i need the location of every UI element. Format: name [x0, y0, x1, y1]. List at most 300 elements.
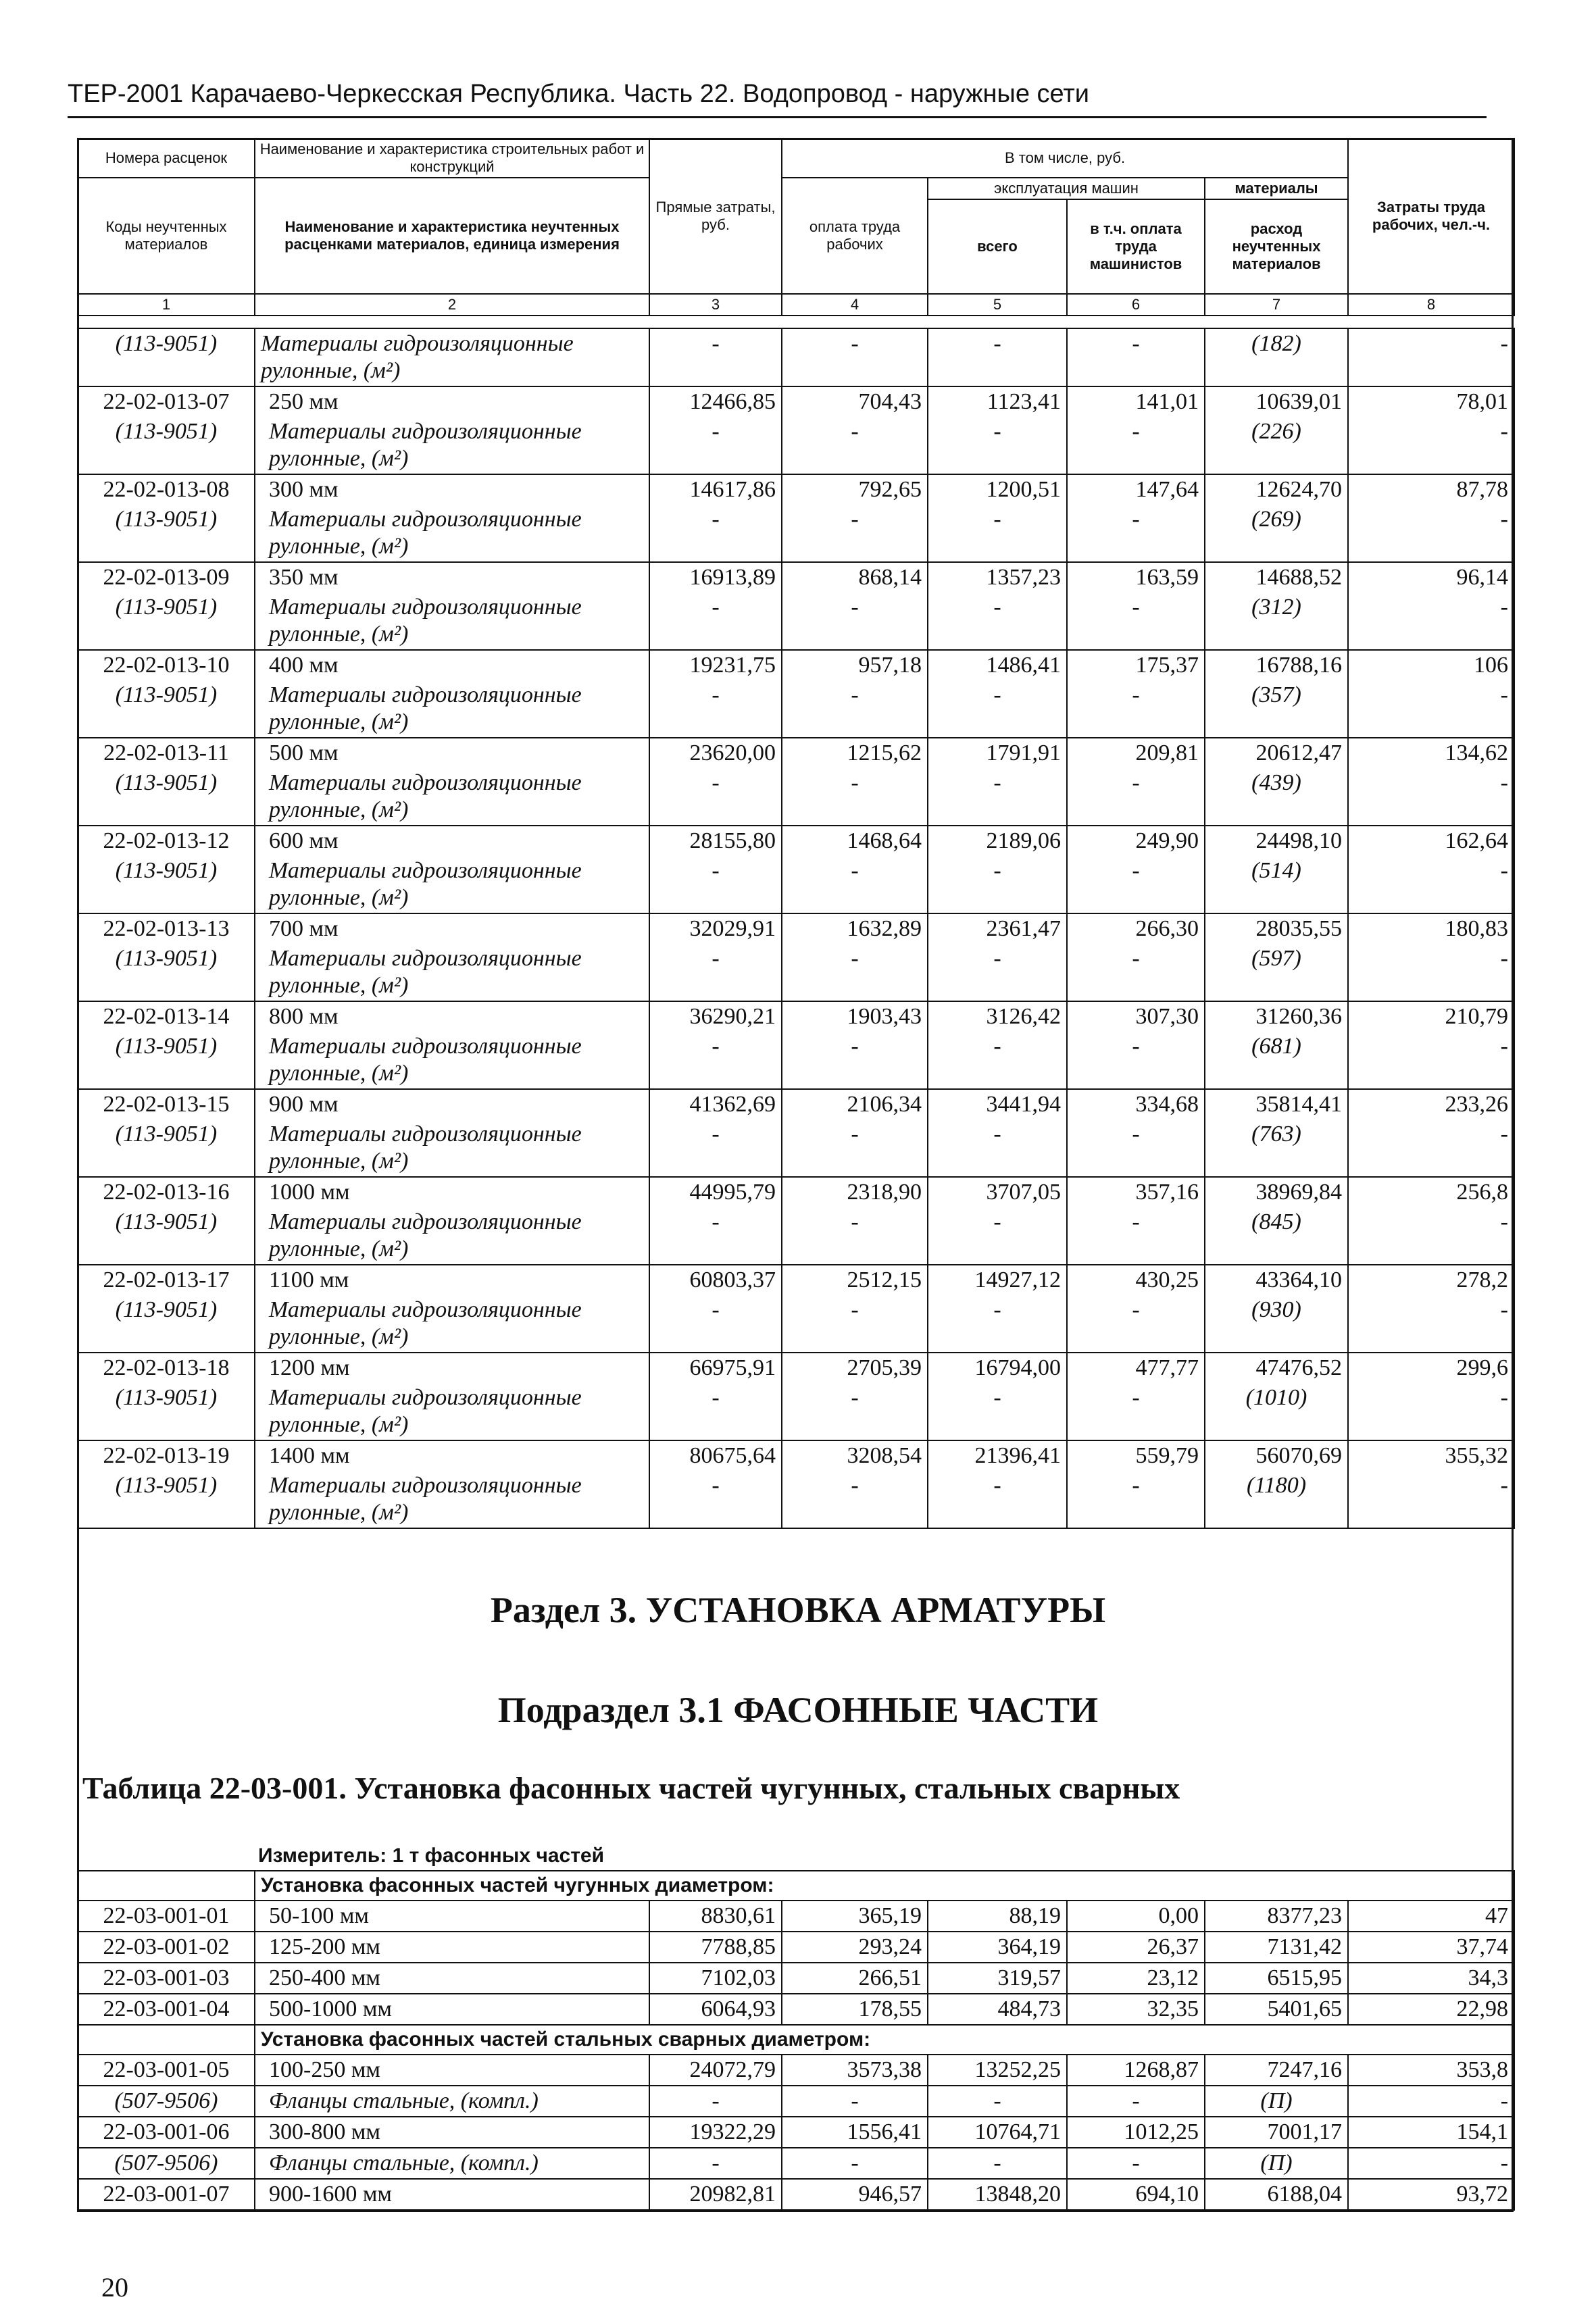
rate-code: 22-03-001-01 — [78, 1901, 255, 1932]
table-subrow — [78, 1120, 1514, 1177]
machinists-dash: - — [1067, 417, 1205, 474]
machines-total: 1123,41 — [928, 386, 1067, 417]
materials-cost: 20612,47 — [1205, 738, 1348, 768]
col-num-4: 4 — [782, 294, 928, 316]
rate-code: 22-02-013-15 — [78, 1089, 255, 1120]
table-row — [78, 1353, 1514, 1383]
material-code: (113-9051) — [78, 593, 255, 650]
direct-dash: - — [649, 2148, 782, 2179]
table-subrow — [78, 856, 1514, 913]
table-subrow — [78, 768, 1514, 826]
machinists-pay: 23,12 — [1067, 1963, 1205, 1994]
machinists-pay: 32,35 — [1067, 1994, 1205, 2025]
direct-dash: - — [649, 1383, 782, 1440]
machines-total: 10764,71 — [928, 2117, 1067, 2148]
labor-dash: - — [782, 2148, 928, 2179]
material-name: Фланцы стальные, (компл.) — [255, 2086, 649, 2117]
materials-usage: (930) — [1205, 1295, 1348, 1353]
material-code: (113-9051) — [78, 505, 255, 562]
machines-dash: - — [928, 680, 1067, 738]
machinists-dash: - — [1067, 944, 1205, 1001]
machinists-pay: - — [1067, 328, 1205, 386]
direct-costs: 23620,00 — [649, 738, 782, 768]
materials-cost: 7131,42 — [1205, 1932, 1348, 1963]
hdr-labor-costs: Затраты труда рабочих, чел.-ч. — [1348, 139, 1514, 294]
rate-name: 700 мм — [255, 913, 649, 944]
machinists-pay: 430,25 — [1067, 1265, 1205, 1295]
material-name: Материалы гидроизоляционные рулонные, (м²) — [255, 768, 649, 826]
labor-pay: 178,55 — [782, 1994, 928, 2025]
hours-dash: - — [1348, 1383, 1514, 1440]
direct-dash: - — [649, 505, 782, 562]
rate-code: 22-02-013-17 — [78, 1265, 255, 1295]
hours-dash: - — [1348, 1032, 1514, 1089]
labor-hours: 162,64 — [1348, 826, 1514, 856]
table-subrow — [78, 680, 1514, 738]
direct-costs: 60803,37 — [649, 1265, 782, 1295]
hdr-direct-costs: Прямые затраты, руб. — [649, 139, 782, 294]
group-row-steel — [78, 2025, 1514, 2055]
labor-pay: 2318,90 — [782, 1177, 928, 1207]
labor-hours: 87,78 — [1348, 474, 1514, 505]
table-header — [77, 138, 1515, 316]
machinists-pay: 209,81 — [1067, 738, 1205, 768]
labor-hours: 355,32 — [1348, 1440, 1514, 1471]
materials-usage: (681) — [1205, 1032, 1348, 1089]
materials-usage: (597) — [1205, 944, 1348, 1001]
labor-hours: 278,2 — [1348, 1265, 1514, 1295]
material-name: Материалы гидроизоляционные рулонные, (м²) — [255, 1383, 649, 1440]
machines-total: 484,73 — [928, 1994, 1067, 2025]
table-row — [78, 1963, 1514, 1994]
direct-costs: 7102,03 — [649, 1963, 782, 1994]
materials-cost: 56070,69 — [1205, 1440, 1348, 1471]
material-name: Фланцы стальные, (компл.) — [255, 2148, 649, 2179]
labor-hours: 47 — [1348, 1901, 1514, 1932]
fittings-table — [77, 1870, 1515, 2211]
hours-dash: - — [1348, 856, 1514, 913]
machines-dash: - — [928, 505, 1067, 562]
direct-costs: 20982,81 — [649, 2179, 782, 2210]
machinists-pay: 357,16 — [1067, 1177, 1205, 1207]
machinists-dash: - — [1067, 768, 1205, 826]
direct-costs: 44995,79 — [649, 1177, 782, 1207]
rate-name: 350 мм — [255, 562, 649, 593]
material-code: (113-9051) — [78, 1471, 255, 1528]
rate-code: 22-02-013-14 — [78, 1001, 255, 1032]
machines-dash: - — [928, 768, 1067, 826]
materials-cost: 28035,55 — [1205, 913, 1348, 944]
labor-hours: 154,1 — [1348, 2117, 1514, 2148]
direct-dash: - — [649, 680, 782, 738]
table-row — [78, 2179, 1514, 2210]
rate-code: 22-02-013-07 — [78, 386, 255, 417]
labor-pay: 1903,43 — [782, 1001, 928, 1032]
labor-pay: 1632,89 — [782, 913, 928, 944]
direct-dash: - — [649, 1207, 782, 1265]
table-row — [78, 328, 1514, 386]
machines-dash: - — [928, 856, 1067, 913]
direct-costs: - — [649, 328, 782, 386]
materials-cost: 35814,41 — [1205, 1089, 1348, 1120]
material-code: (113-9051) — [78, 768, 255, 826]
machinists-pay: 307,30 — [1067, 1001, 1205, 1032]
machinists-dash: - — [1067, 680, 1205, 738]
material-code: (113-9051) — [78, 328, 255, 386]
machines-total: 1200,51 — [928, 474, 1067, 505]
hours-dash: - — [1348, 768, 1514, 826]
rate-name: 600 мм — [255, 826, 649, 856]
table-row — [78, 1177, 1514, 1207]
section-title: Раздел 3. УСТАНОВКА АРМАТУРЫ — [490, 1590, 1106, 1630]
labor-dash: - — [782, 593, 928, 650]
machines-total: 13252,25 — [928, 2055, 1067, 2086]
labor-pay: 2705,39 — [782, 1353, 928, 1383]
table-subrow — [78, 1207, 1514, 1265]
labor-hours: 180,83 — [1348, 913, 1514, 944]
rate-name: 900 мм — [255, 1089, 649, 1120]
materials-cost: 7001,17 — [1205, 2117, 1348, 2148]
hdr-materials-usage: расход неучтенных материалов — [1205, 199, 1348, 294]
labor-hours: 353,8 — [1348, 2055, 1514, 2086]
labor-hours: - — [1348, 328, 1514, 386]
hdr-name-works: Наименование и характеристика строительных работ и конструкций — [255, 139, 649, 178]
direct-costs: 28155,80 — [649, 826, 782, 856]
materials-cost: 14688,52 — [1205, 562, 1348, 593]
hours-dash: - — [1348, 1295, 1514, 1353]
machines-dash: - — [928, 1295, 1067, 1353]
measure-unit: Измеритель: 1 т фасонных частей — [258, 1844, 605, 1867]
materials-usage: (763) — [1205, 1120, 1348, 1177]
hdr-rates-numbers: Номера расценок — [78, 139, 255, 178]
machines-total: 2189,06 — [928, 826, 1067, 856]
hdr-name-materials: Наименование и характеристика неучтенных расценками материалов, единица измерения — [255, 178, 649, 294]
machinists-dash: - — [1067, 2148, 1205, 2179]
table-row — [78, 2055, 1514, 2086]
machinists-dash: - — [1067, 1032, 1205, 1089]
material-name: Материалы гидроизоляционные рулонные, (м²) — [255, 593, 649, 650]
rate-code: 22-02-013-18 — [78, 1353, 255, 1383]
machines-total: 3126,42 — [928, 1001, 1067, 1032]
table-subrow — [78, 505, 1514, 562]
material-name: Материалы гидроизоляционные рулонные, (м²) — [255, 680, 649, 738]
hours-dash: - — [1348, 417, 1514, 474]
table-subrow — [78, 1471, 1514, 1528]
material-name: Материалы гидроизоляционные рулонные, (м²) — [255, 944, 649, 1001]
machinists-dash: - — [1067, 1120, 1205, 1177]
labor-pay: 704,43 — [782, 386, 928, 417]
group-label: Установка фасонных частей стальных сварных диаметром: — [255, 2025, 1514, 2055]
labor-dash: - — [782, 1383, 928, 1440]
rate-code: 22-03-001-02 — [78, 1932, 255, 1963]
direct-costs: 6064,93 — [649, 1994, 782, 2025]
machines-total: 319,57 — [928, 1963, 1067, 1994]
labor-hours: 134,62 — [1348, 738, 1514, 768]
table-row — [78, 913, 1514, 944]
labor-hours: 299,6 — [1348, 1353, 1514, 1383]
machines-total: 364,19 — [928, 1932, 1067, 1963]
materials-cost: 12624,70 — [1205, 474, 1348, 505]
col-num-7: 7 — [1205, 294, 1348, 316]
hdr-total: всего — [928, 199, 1067, 294]
labor-pay: 293,24 — [782, 1932, 928, 1963]
rate-name: 500 мм — [255, 738, 649, 768]
labor-dash: - — [782, 856, 928, 913]
direct-dash: - — [649, 1295, 782, 1353]
machines-dash: - — [928, 1471, 1067, 1528]
material-code: (113-9051) — [78, 856, 255, 913]
machines-dash: - — [928, 2148, 1067, 2179]
machinists-dash: - — [1067, 1207, 1205, 1265]
material-code: (507-9506) — [78, 2086, 255, 2117]
materials-cost: 10639,01 — [1205, 386, 1348, 417]
material-code: (113-9051) — [78, 1207, 255, 1265]
direct-costs: 16913,89 — [649, 562, 782, 593]
machinists-dash: - — [1067, 593, 1205, 650]
direct-costs: 12466,85 — [649, 386, 782, 417]
labor-pay: 957,18 — [782, 650, 928, 680]
labor-hours: 210,79 — [1348, 1001, 1514, 1032]
hours-dash: - — [1348, 2086, 1514, 2117]
table-row — [78, 1440, 1514, 1471]
rate-name: 1200 мм — [255, 1353, 649, 1383]
table-row — [78, 474, 1514, 505]
table-row — [78, 1089, 1514, 1120]
rate-name: 1400 мм — [255, 1440, 649, 1471]
material-name: Материалы гидроизоляционные рулонные, (м²) — [255, 505, 649, 562]
group-row-cast-iron — [78, 1871, 1514, 1901]
labor-dash: - — [782, 1207, 928, 1265]
labor-pay: 365,19 — [782, 1901, 928, 1932]
hours-dash: - — [1348, 2148, 1514, 2179]
machinists-pay: 141,01 — [1067, 386, 1205, 417]
table-subrow — [78, 1295, 1514, 1353]
material-code: (113-9051) — [78, 1295, 255, 1353]
direct-costs: 41362,69 — [649, 1089, 782, 1120]
machinists-dash: - — [1067, 505, 1205, 562]
direct-dash: - — [649, 1120, 782, 1177]
material-code: (113-9051) — [78, 944, 255, 1001]
hdr-codes: Коды неучтенных материалов — [78, 178, 255, 294]
machinists-pay: 1268,87 — [1067, 2055, 1205, 2086]
material-code: (113-9051) — [78, 1383, 255, 1440]
machines-total: 3707,05 — [928, 1177, 1067, 1207]
labor-hours: 22,98 — [1348, 1994, 1514, 2025]
table-row — [78, 650, 1514, 680]
materials-cost: 7247,16 — [1205, 2055, 1348, 2086]
col-num-3: 3 — [649, 294, 782, 316]
rate-code: 22-03-001-07 — [78, 2179, 255, 2210]
materials-cost: 24498,10 — [1205, 826, 1348, 856]
material-name: Материалы гидроизоляционные рулонные, (м²) — [255, 1295, 649, 1353]
machines-dash: - — [928, 1207, 1067, 1265]
labor-hours: 96,14 — [1348, 562, 1514, 593]
rate-name: 900-1600 мм — [255, 2179, 649, 2210]
labor-dash: - — [782, 944, 928, 1001]
labor-dash: - — [782, 1032, 928, 1089]
material-name: Материалы гидроизоляционные рулонные, (м²) — [255, 1471, 649, 1528]
table-subrow — [78, 1032, 1514, 1089]
direct-costs: 7788,85 — [649, 1932, 782, 1963]
labor-dash: - — [782, 1120, 928, 1177]
machinists-pay: 266,30 — [1067, 913, 1205, 944]
labor-pay: 3573,38 — [782, 2055, 928, 2086]
materials-cost: 8377,23 — [1205, 1901, 1348, 1932]
materials-cost: 38969,84 — [1205, 1177, 1348, 1207]
machinists-dash: - — [1067, 1383, 1205, 1440]
labor-pay: 2512,15 — [782, 1265, 928, 1295]
labor-pay: 868,14 — [782, 562, 928, 593]
table-row — [78, 738, 1514, 768]
table-subrow — [78, 417, 1514, 474]
table-row — [78, 826, 1514, 856]
labor-dash: - — [782, 505, 928, 562]
materials-usage: (182) — [1205, 328, 1348, 386]
labor-hours: 78,01 — [1348, 386, 1514, 417]
rate-name: 1100 мм — [255, 1265, 649, 1295]
materials-usage: (226) — [1205, 417, 1348, 474]
hours-dash: - — [1348, 1471, 1514, 1528]
machines-dash: - — [928, 1120, 1067, 1177]
rate-code: 22-02-013-12 — [78, 826, 255, 856]
machinists-pay: 559,79 — [1067, 1440, 1205, 1471]
direct-costs: 19322,29 — [649, 2117, 782, 2148]
machines-total: - — [928, 328, 1067, 386]
machines-total: 21396,41 — [928, 1440, 1067, 1471]
table-subrow — [78, 2148, 1514, 2179]
machines-total: 13848,20 — [928, 2179, 1067, 2210]
col-num-2: 2 — [255, 294, 649, 316]
rate-code: 22-03-001-05 — [78, 2055, 255, 2086]
direct-dash: - — [649, 593, 782, 650]
rate-code: 22-02-013-19 — [78, 1440, 255, 1471]
machines-total: 1486,41 — [928, 650, 1067, 680]
material-code: (113-9051) — [78, 417, 255, 474]
materials-usage: (514) — [1205, 856, 1348, 913]
machinists-pay: 163,59 — [1067, 562, 1205, 593]
machinists-dash: - — [1067, 856, 1205, 913]
labor-hours: 37,74 — [1348, 1932, 1514, 1963]
direct-costs: 24072,79 — [649, 2055, 782, 2086]
labor-dash: - — [782, 768, 928, 826]
table-row — [78, 1932, 1514, 1963]
machines-dash: - — [928, 593, 1067, 650]
material-code: (113-9051) — [78, 1120, 255, 1177]
material-name: Материалы гидроизоляционные рулонные, (м²) — [255, 328, 649, 386]
materials-cost: 16788,16 — [1205, 650, 1348, 680]
direct-costs: 14617,86 — [649, 474, 782, 505]
col-num-1: 1 — [78, 294, 255, 316]
machinists-dash: - — [1067, 1295, 1205, 1353]
table-subrow — [78, 593, 1514, 650]
table-row — [78, 386, 1514, 417]
machinists-dash: - — [1067, 1471, 1205, 1528]
machines-dash: - — [928, 2086, 1067, 2117]
hdr-machine-operation: эксплуатация машин — [928, 178, 1205, 199]
labor-dash: - — [782, 417, 928, 474]
table-row — [78, 1994, 1514, 2025]
materials-usage: (357) — [1205, 680, 1348, 738]
material-name: Материалы гидроизоляционные рулонные, (м²) — [255, 1120, 649, 1177]
table-title: Таблица 22-03-001. Установка фасонных частей чугунных, стальных сварных — [82, 1771, 1180, 1805]
table-subrow — [78, 1383, 1514, 1440]
machinists-pay: 147,64 — [1067, 474, 1205, 505]
direct-costs: 66975,91 — [649, 1353, 782, 1383]
rate-code: 22-02-013-09 — [78, 562, 255, 593]
rate-name: 400 мм — [255, 650, 649, 680]
machinists-pay: 26,37 — [1067, 1932, 1205, 1963]
materials-usage: (1010) — [1205, 1383, 1348, 1440]
col-num-5: 5 — [928, 294, 1067, 316]
group-spacer — [78, 2025, 255, 2055]
machines-dash: - — [928, 1383, 1067, 1440]
rate-code: 22-02-013-16 — [78, 1177, 255, 1207]
hours-dash: - — [1348, 680, 1514, 738]
hours-dash: - — [1348, 505, 1514, 562]
hdr-incl-machinists: в т.ч. оплата труда машинистов — [1067, 199, 1205, 294]
materials-cost: 6188,04 — [1205, 2179, 1348, 2210]
rate-name: 1000 мм — [255, 1177, 649, 1207]
labor-dash: - — [782, 1471, 928, 1528]
machinists-dash: - — [1067, 2086, 1205, 2117]
machines-total: 2361,47 — [928, 913, 1067, 944]
material-code: (507-9506) — [78, 2148, 255, 2179]
labor-pay: 1468,64 — [782, 826, 928, 856]
material-name: Материалы гидроизоляционные рулонные, (м²) — [255, 1032, 649, 1089]
machines-total: 3441,94 — [928, 1089, 1067, 1120]
table-row — [78, 1265, 1514, 1295]
materials-usage: (П) — [1205, 2148, 1348, 2179]
machinists-pay: 477,77 — [1067, 1353, 1205, 1383]
direct-dash: - — [649, 417, 782, 474]
page-header: ТЕР-2001 Карачаево-Черкесская Республика. Часть 22. Водопровод - наружные сети — [68, 80, 1090, 108]
materials-usage: (1180) — [1205, 1471, 1348, 1528]
material-code: (113-9051) — [78, 1032, 255, 1089]
table-row — [78, 1901, 1514, 1932]
rate-code: 22-02-013-13 — [78, 913, 255, 944]
materials-usage: (439) — [1205, 768, 1348, 826]
direct-dash: - — [649, 768, 782, 826]
labor-pay: 2106,34 — [782, 1089, 928, 1120]
machinists-pay: 249,90 — [1067, 826, 1205, 856]
direct-dash: - — [649, 1471, 782, 1528]
machinists-pay: 175,37 — [1067, 650, 1205, 680]
rate-name: 50-100 мм — [255, 1901, 649, 1932]
machines-total: 88,19 — [928, 1901, 1067, 1932]
machines-dash: - — [928, 417, 1067, 474]
labor-hours: 256,8 — [1348, 1177, 1514, 1207]
table-subrow — [78, 944, 1514, 1001]
rates-table — [77, 328, 1515, 1529]
col-num-8: 8 — [1348, 294, 1514, 316]
machines-total: 1357,23 — [928, 562, 1067, 593]
machines-dash: - — [928, 944, 1067, 1001]
rate-name: 500-1000 мм — [255, 1994, 649, 2025]
machinists-pay: 0,00 — [1067, 1901, 1205, 1932]
rate-code: 22-02-013-11 — [78, 738, 255, 768]
rate-code: 22-03-001-03 — [78, 1963, 255, 1994]
rate-name: 300-800 мм — [255, 2117, 649, 2148]
rate-name: 125-200 мм — [255, 1932, 649, 1963]
materials-cost: 47476,52 — [1205, 1353, 1348, 1383]
header-rule — [68, 116, 1487, 118]
machines-dash: - — [928, 1032, 1067, 1089]
labor-hours: 233,26 — [1348, 1089, 1514, 1120]
subsection-title: Подраздел 3.1 ФАСОННЫЕ ЧАСТИ — [497, 1690, 1099, 1730]
materials-usage: (П) — [1205, 2086, 1348, 2117]
machinists-pay: 1012,25 — [1067, 2117, 1205, 2148]
rate-code: 22-03-001-04 — [78, 1994, 255, 2025]
